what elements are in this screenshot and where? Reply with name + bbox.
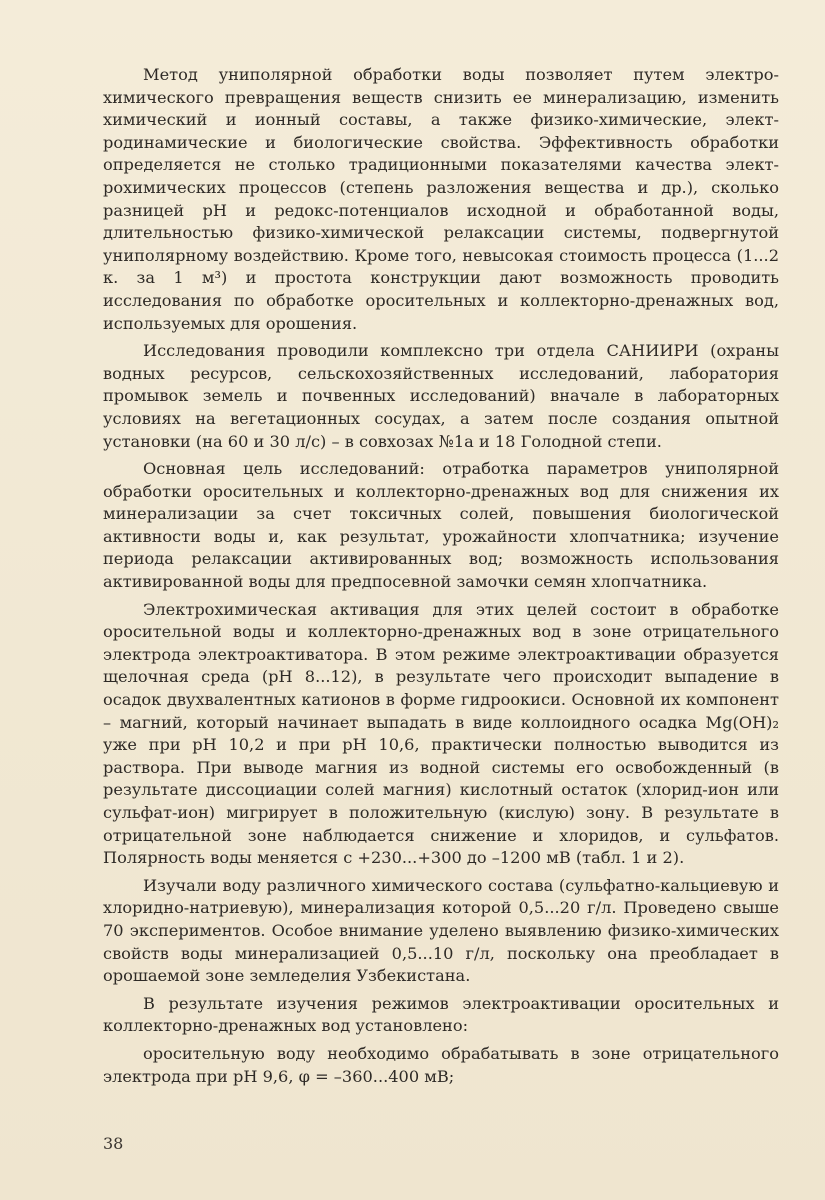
paragraph-research: Исследования проводили комплексно три отдела САНИИРИ (охраны водных ресурсов, сельскохозяйственных исследований, лаборатория промывок земель и почвенных исследований) вначале в лабораторных условиях на вегетационных сосудах, а затем после создания опытной установки (на 60 и 30 л/с) – в совхозах №1а и 18 Голодной степи. xyxy=(103,341,779,451)
paragraph-result-item: оросительную воду необходимо обрабатывать в зоне отрицательного электрода при pH 9,6, φ = –360...400 мВ; xyxy=(103,1043,779,1086)
paragraph-method: Метод униполярной обработки воды позволяет путем электрохимического превращения веществ снизить ее минерализацию, изменить химический и ионный составы, а также физико-химические, электродинамические и биологические свойства. Эффективность обработки определяется не столько традиционными показателями качества электрохимических процессов (степень разложения вещества и др.), сколько разницей pH и редокс-потенциалов исходной и обработанной воды, длительностью физико-химической релаксации системы, подвергнутой униполярному воздействию. Кроме того, невысокая стоимость процесса (1...2 к. за 1 м³) и простота конструкции дают возможность проводить исследования по обработке оросительных и коллекторно-дренажных вод, используемых для орошения. xyxy=(103,65,779,333)
body-text xyxy=(103,64,779,1093)
page-number: 38 xyxy=(103,1134,124,1153)
paragraph-results-intro: В результате изучения режимов электроактивации оросительных и коллекторно-дренажных вод установлено: xyxy=(103,993,779,1036)
paragraph-activation: Электрохимическая активация для этих целей состоит в обработке оросительной воды и коллекторно-дренажных вод в зоне отрицательного электрода электроактиватора. В этом режиме электроактивации образуется щелочная среда (pH 8...12), в результате чего происходит выпадение в осадок двухвалентных катионов в форме гидроокиси. Основной их компонент – магний, который начинает выпадать в виде коллоидного осадка Mg(OH)₂ уже при pH 10,2 и при pH 10,6, практически полностью выводится из раствора. При выводе магния из водной системы его освобожденный (в результате диссоциации солей магния) кислотный остаток (хлорид-ион или сульфат-ион) мигрирует в положительную (кислую) зону. В результате в отрицательной зоне наблюдается снижение и хлоридов, и сульфатов. Полярность воды меняется с +230...+300 до –1200 мВ (табл. 1 и 2). xyxy=(103,599,779,868)
paragraph-water-study: Изучали воду различного химического состава (сульфатно-кальциевую и хлоридно-натриевую), минерализация которой 0,5...20 г/л. Проведено свыше 70 экспериментов. Особое внимание уделено выявлению физико-химических свойств воды минерализацией 0,5...10 г/л, поскольку она преобладает в орошаемой зоне земледелия Узбекистана. xyxy=(103,875,779,986)
paragraph-goal: Основная цель исследований: отработка параметров униполярной обработки оросительных и коллекторно-дренажных вод для снижения их минерализации за счет токсичных солей, повышения биологической активности воды и, как результат, урожайности хлопчатника; изучение периода релаксации активированных вод; возможность использования активированной воды для предпосевной замочки семян хлопчатника. xyxy=(103,459,779,592)
